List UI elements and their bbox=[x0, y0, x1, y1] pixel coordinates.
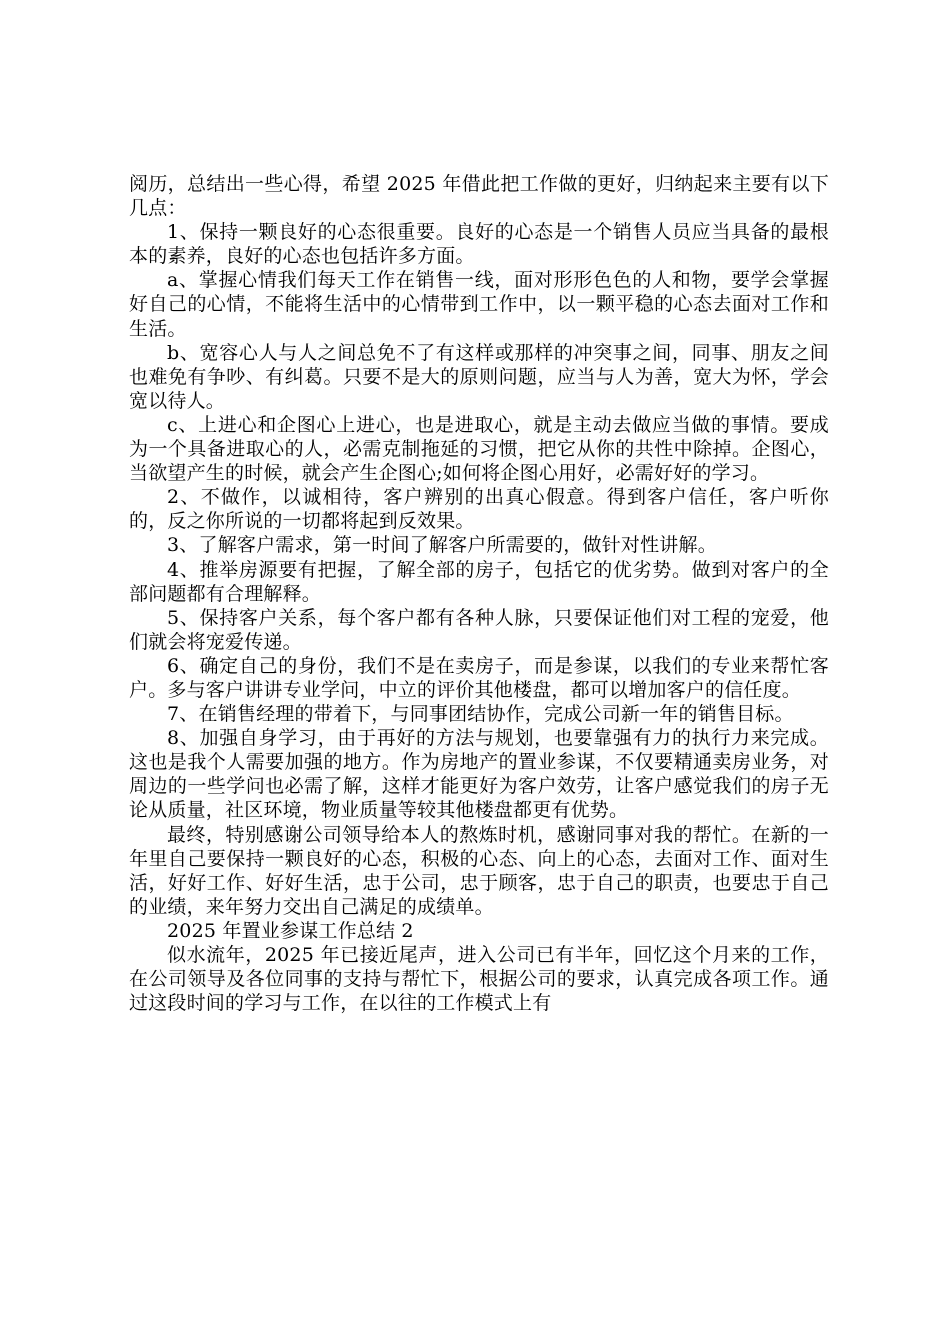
paragraph-point-b: b、宽容心人与人之间总免不了有这样或那样的冲突事之间，同事、朋友之间也难免有争吵、有纠葛。只要不是大的原则问题，应当与人为善，宽大为怀，学会宽以待人。 bbox=[129, 341, 829, 412]
paragraph-point-a: a、掌握心情我们每天工作在销售一线，面对形形色色的人和物，要学会掌握好自己的心情，不能将生活中的心情带到工作中，以一颗平稳的心态去面对工作和生活。 bbox=[129, 269, 829, 340]
paragraph-section-2-intro: 似水流年，2025 年已接近尾声，进入公司已有半年，回忆这个月来的工作，在公司领导及各位同事的支持与帮忙下，根据公司的要求，认真完成各项工作。通过这段时间的学习与工作，在以往的工作模式上有 bbox=[129, 944, 829, 1015]
paragraph-point-8: 8、加强自身学习，由于再好的方法与规划，也要靠强有力的执行力来完成。这也是我个人需要加强的地方。作为房地产的置业参谋，不仅要精通卖房业务，对周边的一些学问也必需了解，这样才能更好为客户效劳，让客户感觉我们的房子无论从质量，社区环境，物业质量等较其他楼盘都更有优势。 bbox=[129, 727, 829, 822]
paragraph-point-4: 4、推举房源要有把握，了解全部的房子，包括它的优劣势。做到对客户的全部问题都有合理解释。 bbox=[129, 558, 829, 605]
paragraph-point-2: 2、不做作，以诚相待，客户辨别的出真心假意。得到客户信任，客户听你的，反之你所说的一切都将起到反效果。 bbox=[129, 486, 829, 533]
paragraph-point-c: c、上进心和企图心上进心，也是进取心，就是主动去做应当做的事情。要成为一个具备进取心的人，必需克制拖延的习惯，把它从你的共性中除掉。企图心，当欲望产生的时候，就会产生企图心;如何将企图心用好，必需好好的学习。 bbox=[129, 413, 829, 485]
paragraph-point-3: 3、了解客户需求，第一时间了解客户所需要的，做针对性讲解。 bbox=[167, 534, 717, 557]
paragraph-point-7: 7、在销售经理的带着下，与同事团结协作，完成公司新一年的销售目标。 bbox=[167, 703, 794, 726]
paragraph-closing: 最终，特别感谢公司领导给本人的熬炼时机，感谢同事对我的帮忙。在新的一年里自己要保持一颗良好的心态，积极的心态、向上的心态，去面对工作、面对生活，好好工作、好好生活，忠于公司，忠于顾客，忠于自己的职责，也要忠于自己的业绩，来年努力交出自己满足的成绩单。 bbox=[129, 823, 829, 918]
paragraph-point-5: 5、保持客户关系，每个客户都有各种人脉，只要保证他们对工程的宠爱，他们就会将宠爱传递。 bbox=[129, 606, 829, 653]
section-heading-2: 2025 年置业参谋工作总结 2 bbox=[167, 919, 414, 942]
document-body bbox=[129, 172, 829, 1015]
paragraph-point-1: 1、保持一颗良好的心态很重要。良好的心态是一个销售人员应当具备的最根本的素养，良好的心态也包括许多方面。 bbox=[129, 221, 829, 268]
paragraph-point-6: 6、确定自己的身份，我们不是在卖房子，而是参谋，以我们的专业来帮忙客户。多与客户讲讲专业学问，中立的评价其他楼盘，都可以增加客户的信任度。 bbox=[129, 654, 829, 701]
paragraph-intro: 阅历，总结出一些心得，希望 2025 年借此把工作做的更好，归纳起来主要有以下几点： bbox=[129, 173, 829, 220]
